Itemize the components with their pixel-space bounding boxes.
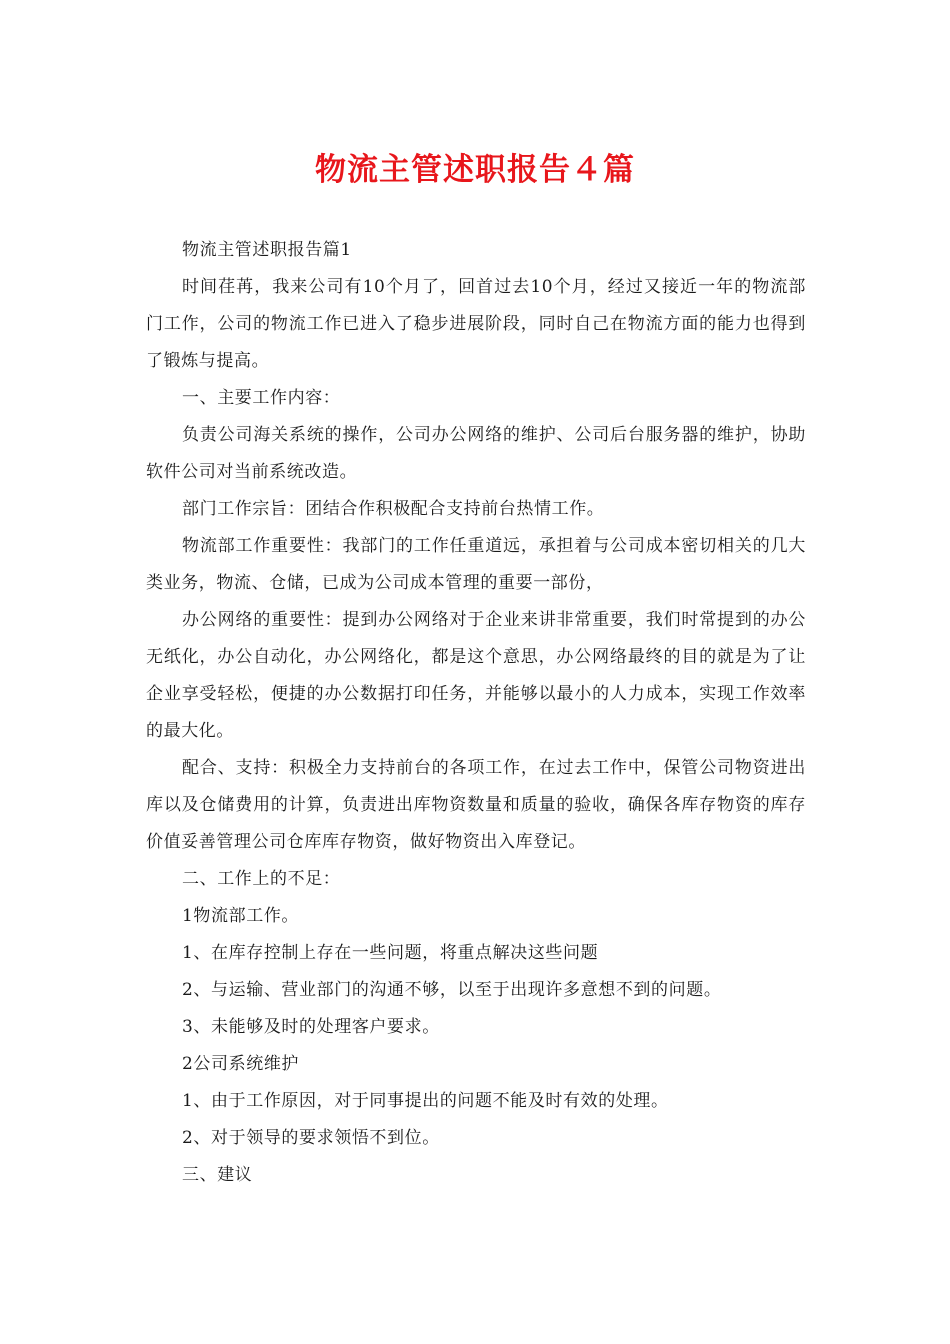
subsection-heading: 1物流部工作。 [182, 906, 300, 926]
section-heading: 物流主管述职报告篇1 [182, 240, 352, 260]
paragraph: 配合、支持：积极全力支持前台的各项工作，在过去工作中，保管公司物资进出库以及仓储费用的计算，负责进出库物资数量和质量的验收，确保各库存物资的库存价值妥善管理公司仓库库存物资，做好物资出入库登记。 [146, 758, 806, 852]
subsection-heading: 2公司系统维护 [182, 1054, 300, 1074]
paragraph: 部门工作宗旨：团结合作积极配合支持前台热情工作。 [182, 499, 605, 519]
list-item: 3、未能够及时的处理客户要求。 [182, 1017, 440, 1037]
paragraph: 负责公司海关系统的操作，公司办公网络的维护、公司后台服务器的维护，协助软件公司对当前系统改造。 [146, 425, 806, 482]
paragraph: 时间荏苒，我来公司有10个月了，回首过去10个月，经过又接近一年的物流部门工作，公司的物流工作已进入了稳步进展阶段，同时自己在物流方面的能力也得到了锻炼与提高。 [146, 277, 806, 371]
list-item: 2、与运输、营业部门的沟通不够，以至于出现许多意想不到的问题。 [182, 980, 722, 1000]
section-heading: 一、主要工作内容： [182, 388, 341, 408]
section-heading: 二、工作上的不足： [182, 869, 341, 889]
document-body [146, 232, 806, 1194]
paragraph: 办公网络的重要性：提到办公网络对于企业来讲非常重要，我们时常提到的办公无纸化，办公自动化，办公网络化，都是这个意思，办公网络最终的目的就是为了让企业享受轻松，便捷的办公数据打印任务，并能够以最小的人力成本，实现工作效率的最大化。 [146, 610, 806, 741]
list-item: 1、在库存控制上存在一些问题，将重点解决这些问题 [182, 943, 599, 963]
paragraph: 物流部工作重要性：我部门的工作任重道远，承担着与公司成本密切相关的几大类业务，物流、仓储，已成为公司成本管理的重要一部份， [146, 536, 806, 593]
document-title: 物流主管述职报告４篇 [315, 152, 635, 188]
list-item: 1、由于工作原因，对于同事提出的问题不能及时有效的处理。 [182, 1091, 669, 1111]
list-item: 2、对于领导的要求领悟不到位。 [182, 1128, 440, 1148]
section-heading: 三、建议 [182, 1165, 253, 1185]
